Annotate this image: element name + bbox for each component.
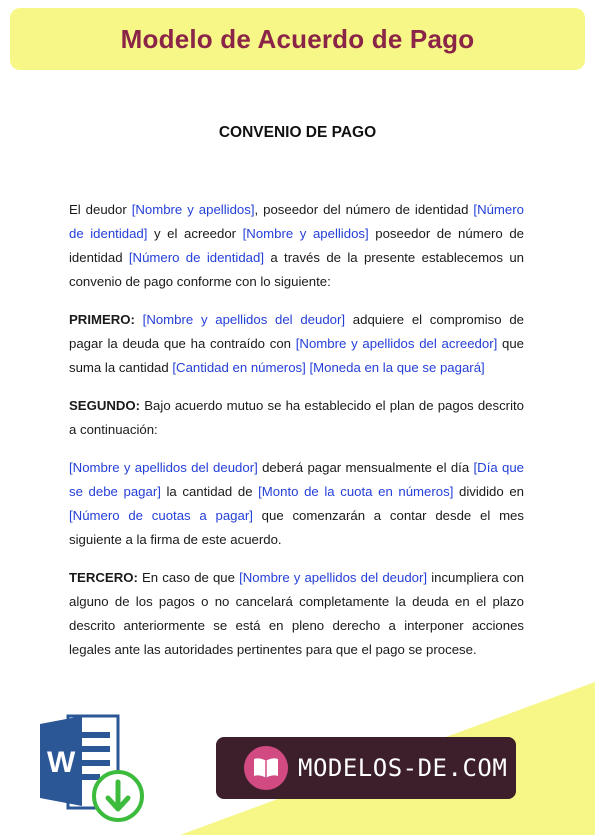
text: la cantidad de [160, 484, 259, 499]
text: En caso de que [137, 570, 240, 585]
paragraph-intro [69, 198, 524, 294]
text: que suma la cantidad [69, 336, 524, 375]
paragraph-payment-plan [69, 456, 524, 552]
banner-title: Modelo de Acuerdo de Pago [120, 23, 475, 54]
text: deberá pagar mensualmente el día [257, 460, 474, 475]
open-book-icon [244, 746, 288, 790]
placeholder-field: [Nombre y apellidos del deudor] [69, 460, 258, 475]
placeholder-field: [Nombre y apellidos del deudor] [239, 570, 428, 585]
placeholder-field: [Cantidad en números] [172, 360, 306, 375]
header-banner [10, 8, 585, 70]
placeholder-field: [Moneda en la que se pagará] [309, 360, 485, 375]
placeholder-field: [Nombre y apellidos] [131, 202, 255, 217]
clause-label: TERCERO: [69, 570, 138, 585]
placeholder-field: [Día que se debe pagar] [69, 460, 524, 499]
document-body [69, 198, 524, 676]
document-title: CONVENIO DE PAGO [218, 124, 377, 141]
text: que comenzarán a contar desde el mes siguiente a la firma de este acuerdo. [69, 508, 524, 547]
brand-name: MODELOS-DE.COM [298, 754, 508, 782]
placeholder-field: [Número de cuotas a pagar] [69, 508, 253, 523]
text: Bajo acuerdo mutuo se ha establecido el plan de pagos descrito a continuación: [69, 398, 524, 437]
clause-label: SEGUNDO: [69, 398, 141, 413]
text: incumpliera con alguno de los pagos o no cancelará completamente la deuda en el plazo descrito anteriormente se está en pleno derecho a interponer acciones legales ante las autoridades pertinentes para que el pago se procese. [69, 570, 524, 657]
text: adquiere el compromiso de pagar la deuda que ha contraído con [69, 312, 524, 351]
text: , poseedor del número de identidad [254, 202, 474, 217]
word-document-download-icon[interactable] [38, 712, 148, 827]
placeholder-field: [Número de identidad] [69, 202, 524, 241]
placeholder-field: [Número de identidad] [128, 250, 265, 265]
paragraph-segundo [69, 394, 524, 442]
paragraph-primero [69, 308, 524, 380]
placeholder-field: [Nombre y apellidos] [242, 226, 369, 241]
placeholder-field: [Nombre y apellidos del deudor] [142, 312, 346, 327]
clause-label: PRIMERO: [69, 312, 135, 327]
text: El deudor [69, 202, 132, 217]
placeholder-field: [Monto de la cuota en números] [258, 484, 454, 499]
placeholder-field: [Nombre y apellidos del acreedor] [295, 336, 498, 351]
text: dividido en [453, 484, 524, 499]
text: poseedor de número de identidad [69, 226, 524, 265]
svg-text:W: W [47, 746, 76, 779]
text: a través de la presente establecemos un convenio de pago conforme con lo siguiente: [69, 250, 525, 289]
paragraph-tercero [69, 566, 524, 662]
brand-badge[interactable] [216, 737, 516, 799]
text: y el acreedor [147, 226, 243, 241]
